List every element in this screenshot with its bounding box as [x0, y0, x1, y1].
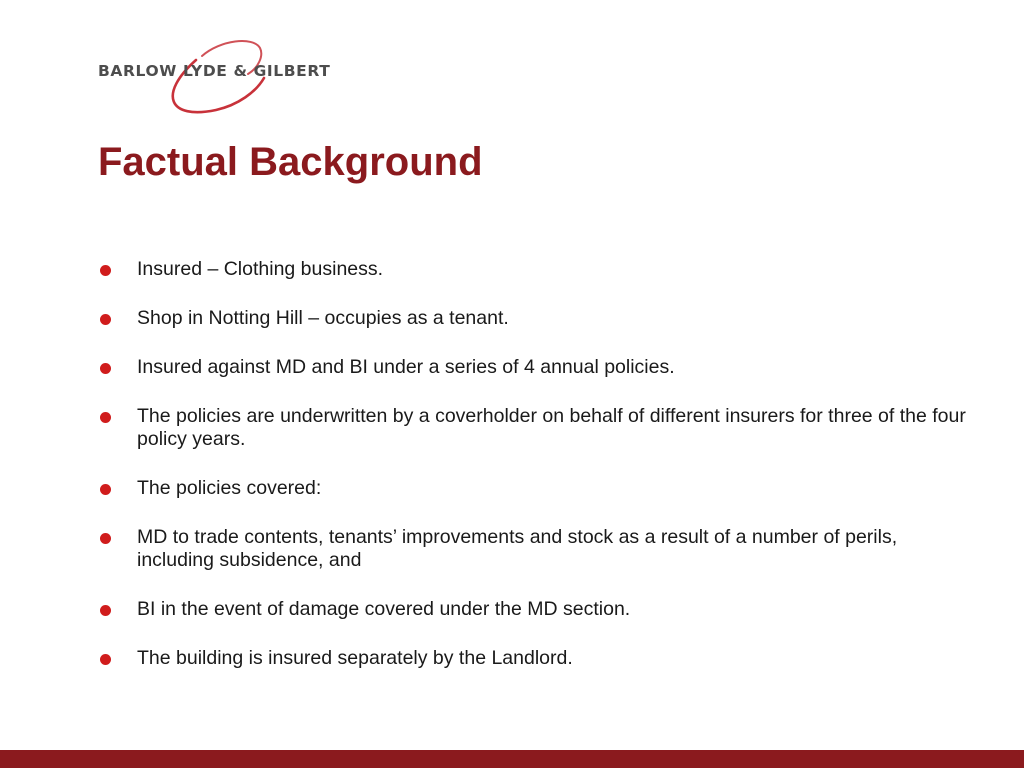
- bullet-text: Shop in Notting Hill – occupies as a tenant.: [137, 307, 509, 329]
- bullet-item: [98, 598, 978, 621]
- bullet-icon: [100, 412, 111, 423]
- bullet-icon: [100, 533, 111, 544]
- bullet-item: [98, 258, 978, 281]
- bullet-text: The policies covered:: [137, 477, 322, 499]
- bullet-text: Insured against MD and BI under a series of 4 annual policies.: [137, 356, 675, 378]
- bullet-item: [98, 405, 978, 451]
- bullet-item: [98, 356, 978, 379]
- company-logo: [98, 34, 338, 118]
- footer-bar: [0, 750, 1024, 768]
- bullet-icon: [100, 314, 111, 325]
- bullet-list: [98, 258, 978, 696]
- bullet-text: Insured – Clothing business.: [137, 258, 384, 280]
- bullet-text: The building is insured separately by the Landlord.: [137, 647, 573, 669]
- bullet-item: [98, 477, 978, 500]
- bullet-icon: [100, 484, 111, 495]
- bullet-text: BI in the event of damage covered under the MD section.: [137, 598, 631, 620]
- bullet-icon: [100, 654, 111, 665]
- bullet-item: [98, 526, 978, 572]
- bullet-text: The policies are underwritten by a coverholder on behalf of different insurers for three of the four policy years.: [137, 405, 966, 450]
- logo-text: BARLOW LYDE & GILBERT: [98, 62, 331, 80]
- bullet-item: [98, 307, 978, 330]
- bullet-item: [98, 647, 978, 670]
- bullet-icon: [100, 363, 111, 374]
- slide-title: Factual Background: [98, 140, 483, 184]
- bullet-text: MD to trade contents, tenants’ improvements and stock as a result of a number of perils, including subsidence, and: [137, 526, 898, 571]
- bullet-icon: [100, 605, 111, 616]
- bullet-icon: [100, 265, 111, 276]
